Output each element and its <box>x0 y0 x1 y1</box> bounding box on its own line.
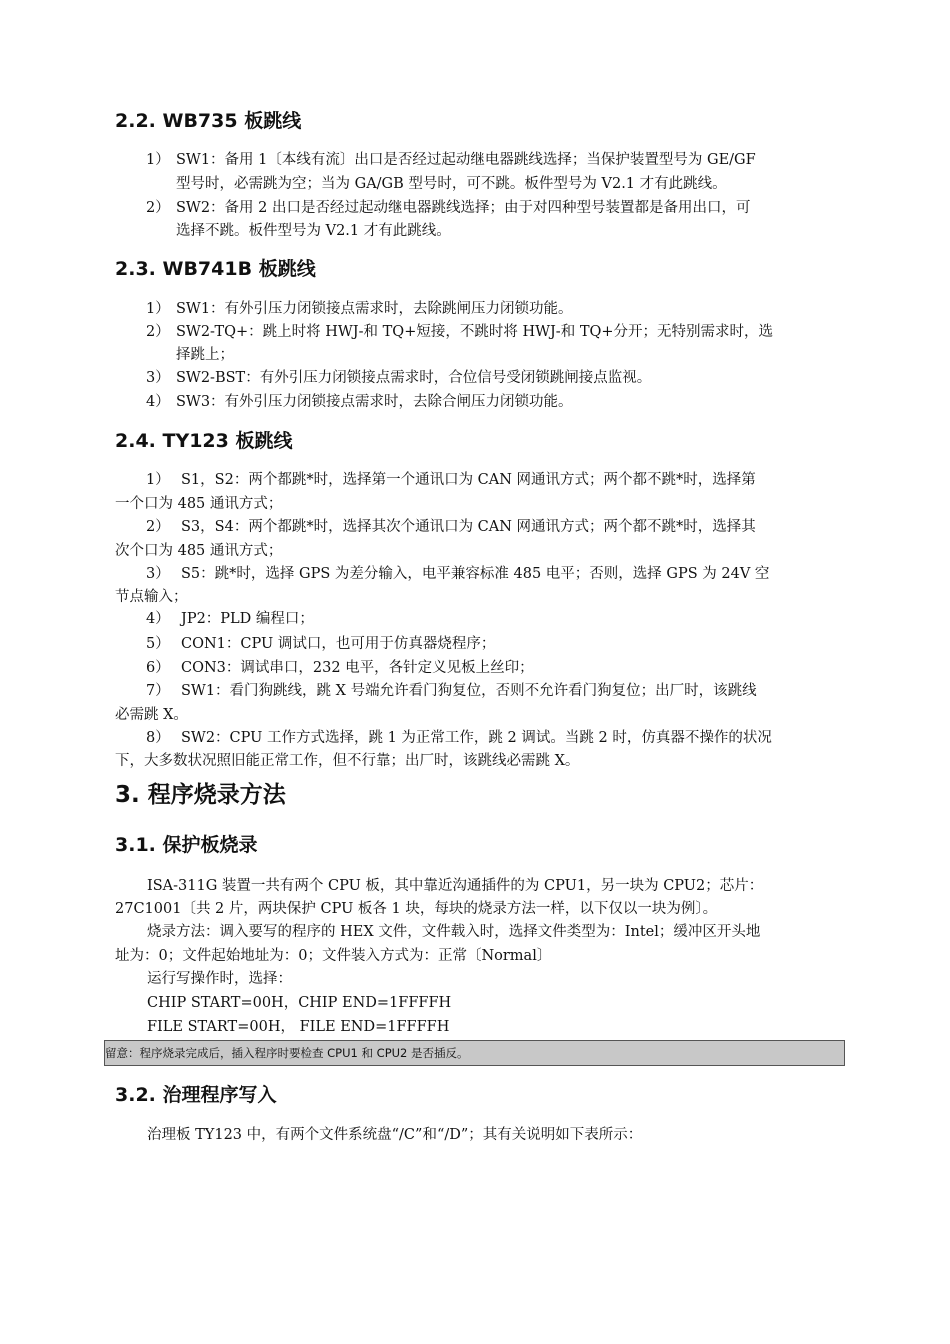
list-item-text: CON1：CPU 调试口，也可用于仿真器烧程序； <box>181 636 496 652</box>
list-item-text: SW1：备用 1〔本线有流〕出口是否经过起动继电器跳线选择；当保护装置型号为 GE/GF <box>176 152 756 168</box>
list-item-text: 择跳上； <box>176 347 234 363</box>
heading-2-2: 2.2. WB735 板跳线 <box>115 110 302 132</box>
list-item-text: 必需跳 X。 <box>115 707 188 723</box>
list-item-text: 选择不跳。板件型号为 V2.1 才有此跳线。 <box>176 223 451 239</box>
file-settings-line: FILE START=00H， FILE END=1FFFFH <box>147 1019 450 1035</box>
list-item-text: S1，S2：两个都跳*时，选择第一个通讯口为 CAN 网通讯方式；两个都不跳*时，选择第 <box>181 472 756 488</box>
list-number: 6） <box>146 660 170 676</box>
list-number: 5） <box>146 636 170 652</box>
heading-3-1: 3.1. 保护板烧录 <box>115 834 258 856</box>
list-number: 7） <box>146 683 170 699</box>
heading-3: 3. 程序烧录方法 <box>115 782 286 808</box>
list-item-text: S5：跳*时，选择 GPS 为差分输入，电平兼容标准 485 电平；否则，选择 GPS 为 24V 空 <box>181 566 770 582</box>
list-number: 1） <box>146 152 170 168</box>
note-box <box>104 1040 845 1066</box>
list-item-text: 次个口为 485 通讯方式； <box>115 543 283 559</box>
list-number: 3） <box>146 370 170 386</box>
list-number: 1） <box>146 472 170 488</box>
heading-2-4: 2.4. TY123 板跳线 <box>115 430 293 452</box>
list-item-text: SW1：有外引压力闭锁接点需求时，去除跳闸压力闭锁功能。 <box>176 301 573 317</box>
list-item-text: SW2-BST：有外引压力闭锁接点需求时，合位信号受闭锁跳闸接点监视。 <box>176 370 652 386</box>
paragraph-line: 治理板 TY123 中，有两个文件系统盘“/C”和“/D”；其有关说明如下表所示： <box>147 1127 643 1143</box>
list-number: 2） <box>146 519 170 535</box>
list-number: 2） <box>146 324 170 340</box>
list-item-text: 一个口为 485 通讯方式； <box>115 496 283 512</box>
heading-2-3: 2.3. WB741B 板跳线 <box>115 258 316 280</box>
list-number: 2） <box>146 200 170 216</box>
list-number: 1） <box>146 301 170 317</box>
note-text: 留意：程序烧录完成后，插入程序时要检查 CPU1 和 CPU2 是否插反。 <box>105 1046 469 1060</box>
list-item-text: 下，大多数状况照旧能正常工作，但不行靠；出厂时，该跳线必需跳 X。 <box>115 753 580 769</box>
paragraph-line: 27C1001〔共 2 片，两块保护 CPU 板各 1 块，每块的烧录方法一样，以下仅以一块为例〕。 <box>115 901 718 917</box>
list-item-text: SW2-TQ+：跳上时将 HWJ-和 TQ+短接，不跳时将 HWJ-和 TQ+分开；无特别需求时，选 <box>176 324 774 340</box>
paragraph-line: ISA-311G 装置一共有两个 CPU 板，其中靠近沟通插件的为 CPU1，另一块为 CPU2；芯片： <box>147 878 764 894</box>
chip-settings-line: CHIP START=00H，CHIP END=1FFFFH <box>147 995 452 1011</box>
list-item-text: SW2：备用 2 出口是否经过起动继电器跳线选择；由于对四种型号装置都是备用出口，可 <box>176 200 751 216</box>
list-number: 4） <box>146 394 170 410</box>
list-item-text: SW2：CPU 工作方式选择，跳 1 为正常工作，跳 2 调试。当跳 2 时，仿真器不操作的状况 <box>181 730 772 746</box>
paragraph-line: 运行写操作时，选择： <box>147 971 292 987</box>
list-number: 8） <box>146 730 170 746</box>
paragraph-line: 烧录方法：调入要写的程序的 HEX 文件，文件载入时，选择文件类型为：Intel；缓冲区开头地 <box>147 924 761 940</box>
list-item-text: 型号时，必需跳为空；当为 GA/GB 型号时，可不跳。板件型号为 V2.1 才有此跳线。 <box>176 176 727 192</box>
heading-3-2: 3.2. 治理程序写入 <box>115 1084 277 1106</box>
paragraph-line: 址为：0；文件起始地址为：0；文件装入方式为：正常〔Normal〕 <box>115 948 552 964</box>
list-item-text: CON3：调试串口，232 电平，各针定义见板上丝印； <box>181 660 534 676</box>
list-item-text: 节点输入； <box>115 589 188 605</box>
list-item-text: S3，S4：两个都跳*时，选择其次个通讯口为 CAN 网通讯方式；两个都不跳*时，选择其 <box>181 519 756 535</box>
list-item-text: SW1：看门狗跳线，跳 X 号端允许看门狗复位，否则不允许看门狗复位；出厂时，该跳线 <box>181 683 757 699</box>
list-item-text: JP2：PLD 编程口； <box>181 611 314 627</box>
list-item-text: SW3：有外引压力闭锁接点需求时，去除合闸压力闭锁功能。 <box>176 394 573 410</box>
list-number: 3） <box>146 566 170 582</box>
list-number: 4） <box>146 611 170 627</box>
